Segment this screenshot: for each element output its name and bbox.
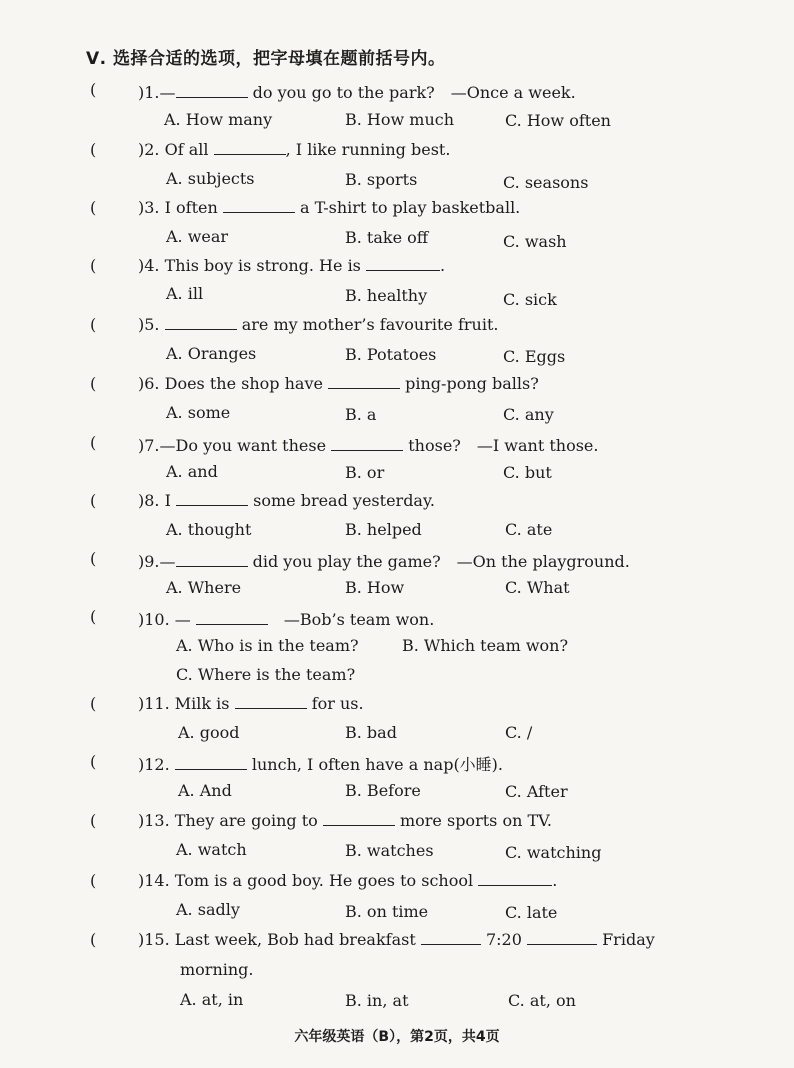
option-a: A. wear <box>166 227 229 246</box>
answer-bracket[interactable]: ( <box>90 930 97 949</box>
answer-bracket[interactable]: ( <box>90 491 97 510</box>
question-stem: )1.— do you go to the park? —Once a week. <box>138 83 576 102</box>
question-stem: )15. Last week, Bob had breakfast 7:20 Friday <box>138 930 655 949</box>
option-b: B. Which team won? <box>402 636 569 655</box>
option-c: C. sick <box>503 290 557 309</box>
answer-bracket[interactable]: ( <box>90 694 97 713</box>
option-a: A. at, in <box>180 990 244 1009</box>
answer-blank <box>421 930 481 945</box>
option-b: B. on time <box>345 902 429 921</box>
option-b: B. watches <box>345 841 434 860</box>
option-c: C. seasons <box>503 173 589 192</box>
option-c: C. but <box>503 463 552 482</box>
option-c: C. Eggs <box>503 347 566 366</box>
question-stem: )10. — —Bob’s team won. <box>138 610 435 629</box>
question-stem: )7.—Do you want these those? —I want those. <box>138 436 599 455</box>
answer-blank <box>176 491 248 506</box>
option-a: A. Where <box>166 578 242 597</box>
answer-blank <box>196 610 268 625</box>
option-c: C. How often <box>505 111 611 130</box>
option-b: B. bad <box>345 723 397 742</box>
option-a: A. Oranges <box>166 344 257 363</box>
option-a: A. watch <box>176 840 247 859</box>
question-stem: )4. This boy is strong. He is . <box>138 256 446 275</box>
section-title: Ⅴ. 选择合适的选项，把字母填在题前括号内。 <box>86 49 446 69</box>
answer-blank <box>331 436 403 451</box>
option-c: C. ate <box>505 520 553 539</box>
answer-bracket[interactable]: ( <box>90 607 97 626</box>
answer-blank <box>366 256 440 271</box>
option-c: C. watching <box>505 843 602 862</box>
option-a: A. And <box>178 781 232 800</box>
answer-bracket[interactable]: ( <box>90 198 97 217</box>
option-b: B. in, at <box>345 991 409 1010</box>
option-a: A. sadly <box>176 900 240 919</box>
question-stem: )2. Of all , I like running best. <box>138 140 451 159</box>
answer-bracket[interactable]: ( <box>90 752 97 771</box>
question-stem: )9.— did you play the game? —On the playground. <box>138 552 630 571</box>
answer-blank <box>328 374 400 389</box>
option-c: C. any <box>503 405 554 424</box>
answer-blank <box>235 694 307 709</box>
answer-bracket[interactable]: ( <box>90 374 97 393</box>
option-b: B. How much <box>345 110 455 129</box>
answer-bracket[interactable]: ( <box>90 315 97 334</box>
answer-bracket[interactable]: ( <box>90 80 97 99</box>
answer-blank <box>527 930 597 945</box>
option-a: A. Who is in the team? <box>176 636 359 655</box>
option-c: C. / <box>505 723 533 742</box>
option-b: B. Potatoes <box>345 345 437 364</box>
option-a: A. ill <box>166 284 204 303</box>
option-c: C. Where is the team? <box>176 665 356 684</box>
answer-blank <box>175 755 247 770</box>
question-stem-cont: morning. <box>180 960 254 979</box>
option-a: A. thought <box>166 520 252 539</box>
answer-bracket[interactable]: ( <box>90 433 97 452</box>
answer-bracket[interactable]: ( <box>90 256 97 275</box>
option-c: C. After <box>505 782 568 801</box>
option-c: C. What <box>505 578 570 597</box>
page-footer: 六年级英语（B），第2页，共4页 <box>294 1029 500 1045</box>
question-stem: )13. They are going to more sports on TV. <box>138 811 552 830</box>
answer-blank <box>176 83 248 98</box>
answer-bracket[interactable]: ( <box>90 871 97 890</box>
option-a: A. good <box>178 723 240 742</box>
option-c: C. at, on <box>508 991 576 1010</box>
question-stem: )11. Milk is for us. <box>138 694 364 713</box>
option-a: A. subjects <box>166 169 255 188</box>
answer-blank <box>223 198 295 213</box>
question-stem: )3. I often a T-shirt to play basketball. <box>138 198 521 217</box>
option-b: B. How <box>345 578 405 597</box>
option-b: B. a <box>345 405 377 424</box>
option-c: C. late <box>505 903 558 922</box>
option-a: A. and <box>166 462 218 481</box>
answer-blank <box>176 552 248 567</box>
option-c: C. wash <box>503 232 567 251</box>
option-b: B. take off <box>345 228 429 247</box>
question-stem: )5. are my mother’s favourite fruit. <box>138 315 499 334</box>
answer-bracket[interactable]: ( <box>90 140 97 159</box>
answer-blank <box>165 315 237 330</box>
question-stem: )6. Does the shop have ping-pong balls? <box>138 374 539 393</box>
option-b: B. or <box>345 463 385 482</box>
question-stem: )12. lunch, I often have a nap(小睡). <box>138 755 504 774</box>
option-b: B. sports <box>345 170 418 189</box>
question-stem: )8. I some bread yesterday. <box>138 491 435 510</box>
answer-blank <box>478 871 552 886</box>
option-b: B. helped <box>345 520 422 539</box>
answer-blank <box>323 811 395 826</box>
option-a: A. How many <box>164 110 273 129</box>
answer-bracket[interactable]: ( <box>90 549 97 568</box>
option-a: A. some <box>166 403 231 422</box>
option-b: B. healthy <box>345 286 428 305</box>
question-stem: )14. Tom is a good boy. He goes to school . <box>138 871 558 890</box>
option-b: B. Before <box>345 781 421 800</box>
answer-bracket[interactable]: ( <box>90 811 97 830</box>
answer-blank <box>214 140 286 155</box>
